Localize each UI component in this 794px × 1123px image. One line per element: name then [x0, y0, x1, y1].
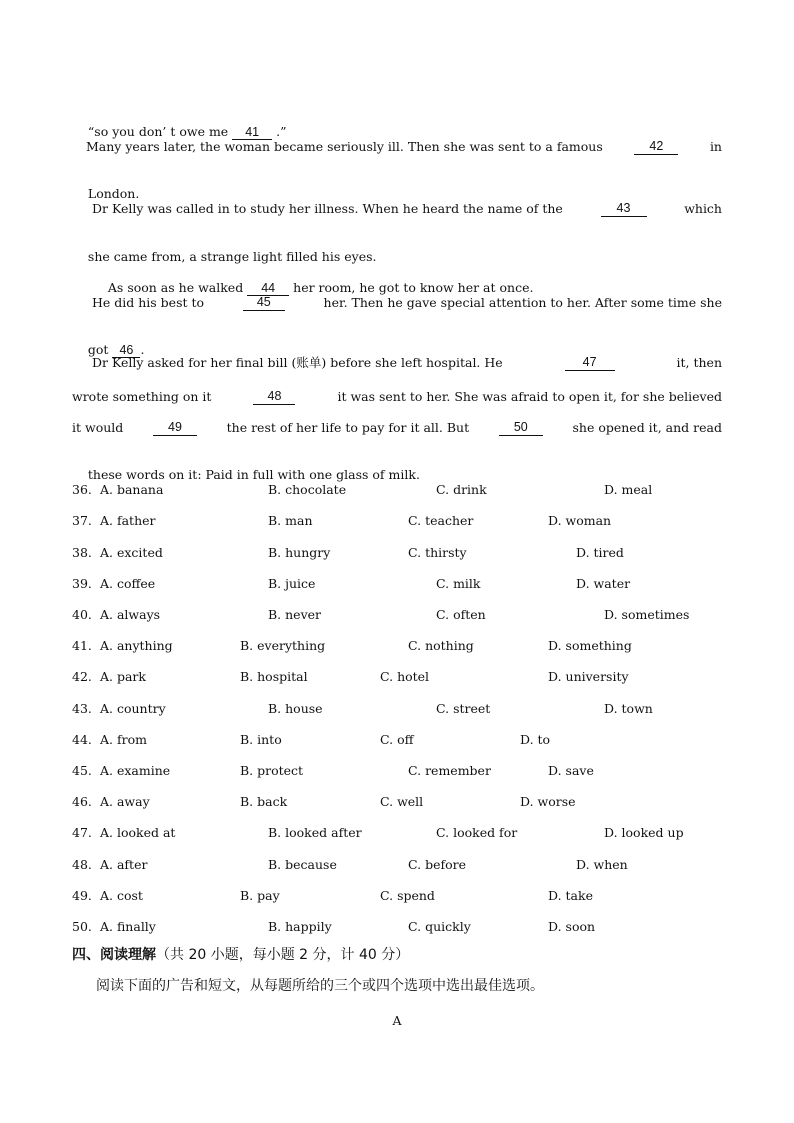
option-d: D. take [548, 888, 593, 903]
question-number: 45. [72, 763, 92, 778]
passage-text: “so you don’ t owe me [87, 124, 233, 139]
question-49 [72, 888, 722, 904]
option-a: A. looked at [100, 825, 176, 840]
option-c: C. thirsty [408, 545, 467, 560]
option-b: B. everything [240, 638, 326, 653]
section-subtitle: （共 20 小题，每小题 2 分，计 40 分） [156, 947, 410, 963]
question-number: 43. [72, 701, 92, 716]
question-number: 41. [72, 638, 92, 653]
question-46 [72, 794, 722, 810]
passage-text: .” [272, 124, 287, 139]
option-a: A. away [100, 794, 150, 809]
question-37 [72, 513, 722, 529]
blank-44: 44 [247, 281, 289, 296]
option-c: C. drink [436, 482, 487, 497]
option-a: A. from [100, 732, 147, 747]
option-d: D. town [604, 701, 653, 716]
blank-50: 50 [499, 420, 543, 436]
blank-43: 43 [601, 201, 647, 217]
question-number: 49. [72, 888, 92, 903]
option-b: B. never [268, 607, 322, 622]
question-45 [72, 763, 722, 779]
question-number: 38. [72, 545, 92, 560]
option-a: A. examine [100, 763, 171, 778]
section-instruction: 阅读下面的广告和短文，从每题所给的三个或四个选项中选出最佳选项。 [96, 978, 544, 994]
blank-49: 49 [153, 420, 197, 436]
option-b: B. into [240, 732, 282, 747]
question-number: 36. [72, 482, 92, 497]
option-b: B. man [268, 513, 313, 528]
option-d: D. save [548, 763, 594, 778]
passage-text: it would [72, 420, 124, 435]
option-c: C. looked for [436, 825, 518, 840]
question-number: 48. [72, 857, 92, 872]
question-41 [72, 638, 722, 654]
blank-41: 41 [232, 125, 272, 140]
question-44 [72, 732, 722, 748]
option-d: D. looked up [604, 825, 684, 840]
option-a: A. finally [100, 919, 156, 934]
question-42 [72, 669, 722, 685]
passage-text: her room, he got to know her at once. [289, 280, 534, 295]
question-number: 46. [72, 794, 92, 809]
question-39 [72, 576, 722, 592]
option-d: D. something [548, 638, 632, 653]
question-50 [72, 919, 722, 935]
option-b: B. happily [268, 919, 332, 934]
passage-line-11 [72, 420, 722, 436]
passage-text: got [87, 342, 113, 357]
question-number: 39. [72, 576, 92, 591]
option-d: D. sometimes [604, 607, 690, 622]
blank-45: 45 [243, 295, 285, 311]
passage-line-2 [86, 139, 722, 155]
passage-text: He did his best to [92, 295, 205, 310]
passage-text: her. Then he gave special attention to her. After some time she [323, 295, 722, 310]
part-label: A [392, 1013, 402, 1028]
question-number: 42. [72, 669, 92, 684]
passage-text: it, then [676, 355, 722, 370]
question-43 [72, 701, 722, 717]
passage-text: she opened it, and read [572, 420, 722, 435]
option-a: A. father [100, 513, 156, 528]
question-number: 37. [72, 513, 92, 528]
passage-text: these words on it: Paid in full with one glass of milk. [87, 467, 420, 482]
passage-text: wrote something on it [72, 389, 212, 404]
option-a: A. country [100, 701, 166, 716]
option-c: C. nothing [408, 638, 474, 653]
option-d: D. when [576, 857, 628, 872]
option-a: A. cost [100, 888, 143, 903]
passage-text: it was sent to her. She was afraid to open it, for she believed [337, 389, 722, 404]
passage-text: she came from, a strange light filled his eyes. [87, 249, 377, 264]
section-heading [72, 946, 409, 964]
option-c: C. milk [436, 576, 481, 591]
option-c: C. hotel [380, 669, 430, 684]
option-c: C. well [380, 794, 424, 809]
blank-47: 47 [565, 355, 615, 371]
option-b: B. hospital [240, 669, 308, 684]
option-d: D. meal [604, 482, 653, 497]
option-d: D. woman [548, 513, 612, 528]
option-a: A. park [100, 669, 146, 684]
passage-text: the rest of her life to pay for it all. But [226, 420, 470, 435]
option-c: C. street [436, 701, 491, 716]
passage-text: Dr Kelly was called in to study her illness. When he heard the name of the [92, 201, 563, 216]
option-b: B. pay [240, 888, 280, 903]
option-a: A. always [100, 607, 161, 622]
question-number: 50. [72, 919, 92, 934]
option-b: B. protect [240, 763, 304, 778]
option-d: D. tired [576, 545, 624, 560]
option-a: A. excited [100, 545, 163, 560]
option-c: C. spend [380, 888, 435, 903]
option-b: B. because [268, 857, 337, 872]
blank-42: 42 [634, 139, 678, 155]
option-b: B. back [240, 794, 288, 809]
option-d: D. water [576, 576, 631, 591]
option-d: D. worse [520, 794, 576, 809]
option-c: C. often [436, 607, 486, 622]
passage-text: in [709, 139, 722, 154]
question-47 [72, 825, 722, 841]
passage-text: which [684, 201, 722, 216]
passage-text: As soon as he walked [107, 280, 248, 295]
option-b: B. juice [268, 576, 316, 591]
passage-line-10 [72, 389, 722, 405]
passage-line-7 [92, 295, 722, 311]
passage-line-4 [92, 201, 722, 217]
option-a: A. after [100, 857, 148, 872]
option-b: B. house [268, 701, 323, 716]
option-a: A. coffee [100, 576, 156, 591]
question-40 [72, 607, 722, 623]
option-c: C. off [380, 732, 414, 747]
question-number: 47. [72, 825, 92, 840]
passage-text: . [140, 342, 145, 357]
section-title: 四、阅读理解 [72, 947, 156, 963]
passage-text: London. [87, 186, 140, 201]
passage-text: Many years later, the woman became seriously ill. Then she was sent to a famous [86, 139, 603, 154]
option-a: A. anything [100, 638, 173, 653]
option-b: B. chocolate [268, 482, 347, 497]
question-number: 44. [72, 732, 92, 747]
blank-46: 46 [112, 343, 140, 358]
passage-text: Dr Kelly asked for her final bill (账单) before she left hospital. He [92, 355, 503, 370]
option-c: C. quickly [408, 919, 471, 934]
option-a: A. banana [100, 482, 164, 497]
option-c: C. teacher [408, 513, 474, 528]
option-c: C. before [408, 857, 466, 872]
option-b: B. looked after [268, 825, 362, 840]
blank-48: 48 [253, 389, 295, 405]
question-38 [72, 545, 722, 561]
option-b: B. hungry [268, 545, 331, 560]
question-number: 40. [72, 607, 92, 622]
question-48 [72, 857, 722, 873]
question-36 [72, 482, 722, 498]
option-d: D. soon [548, 919, 596, 934]
option-d: D. to [520, 732, 551, 747]
option-c: C. remember [408, 763, 491, 778]
passage-line-9 [92, 355, 722, 371]
option-d: D. university [548, 669, 629, 684]
